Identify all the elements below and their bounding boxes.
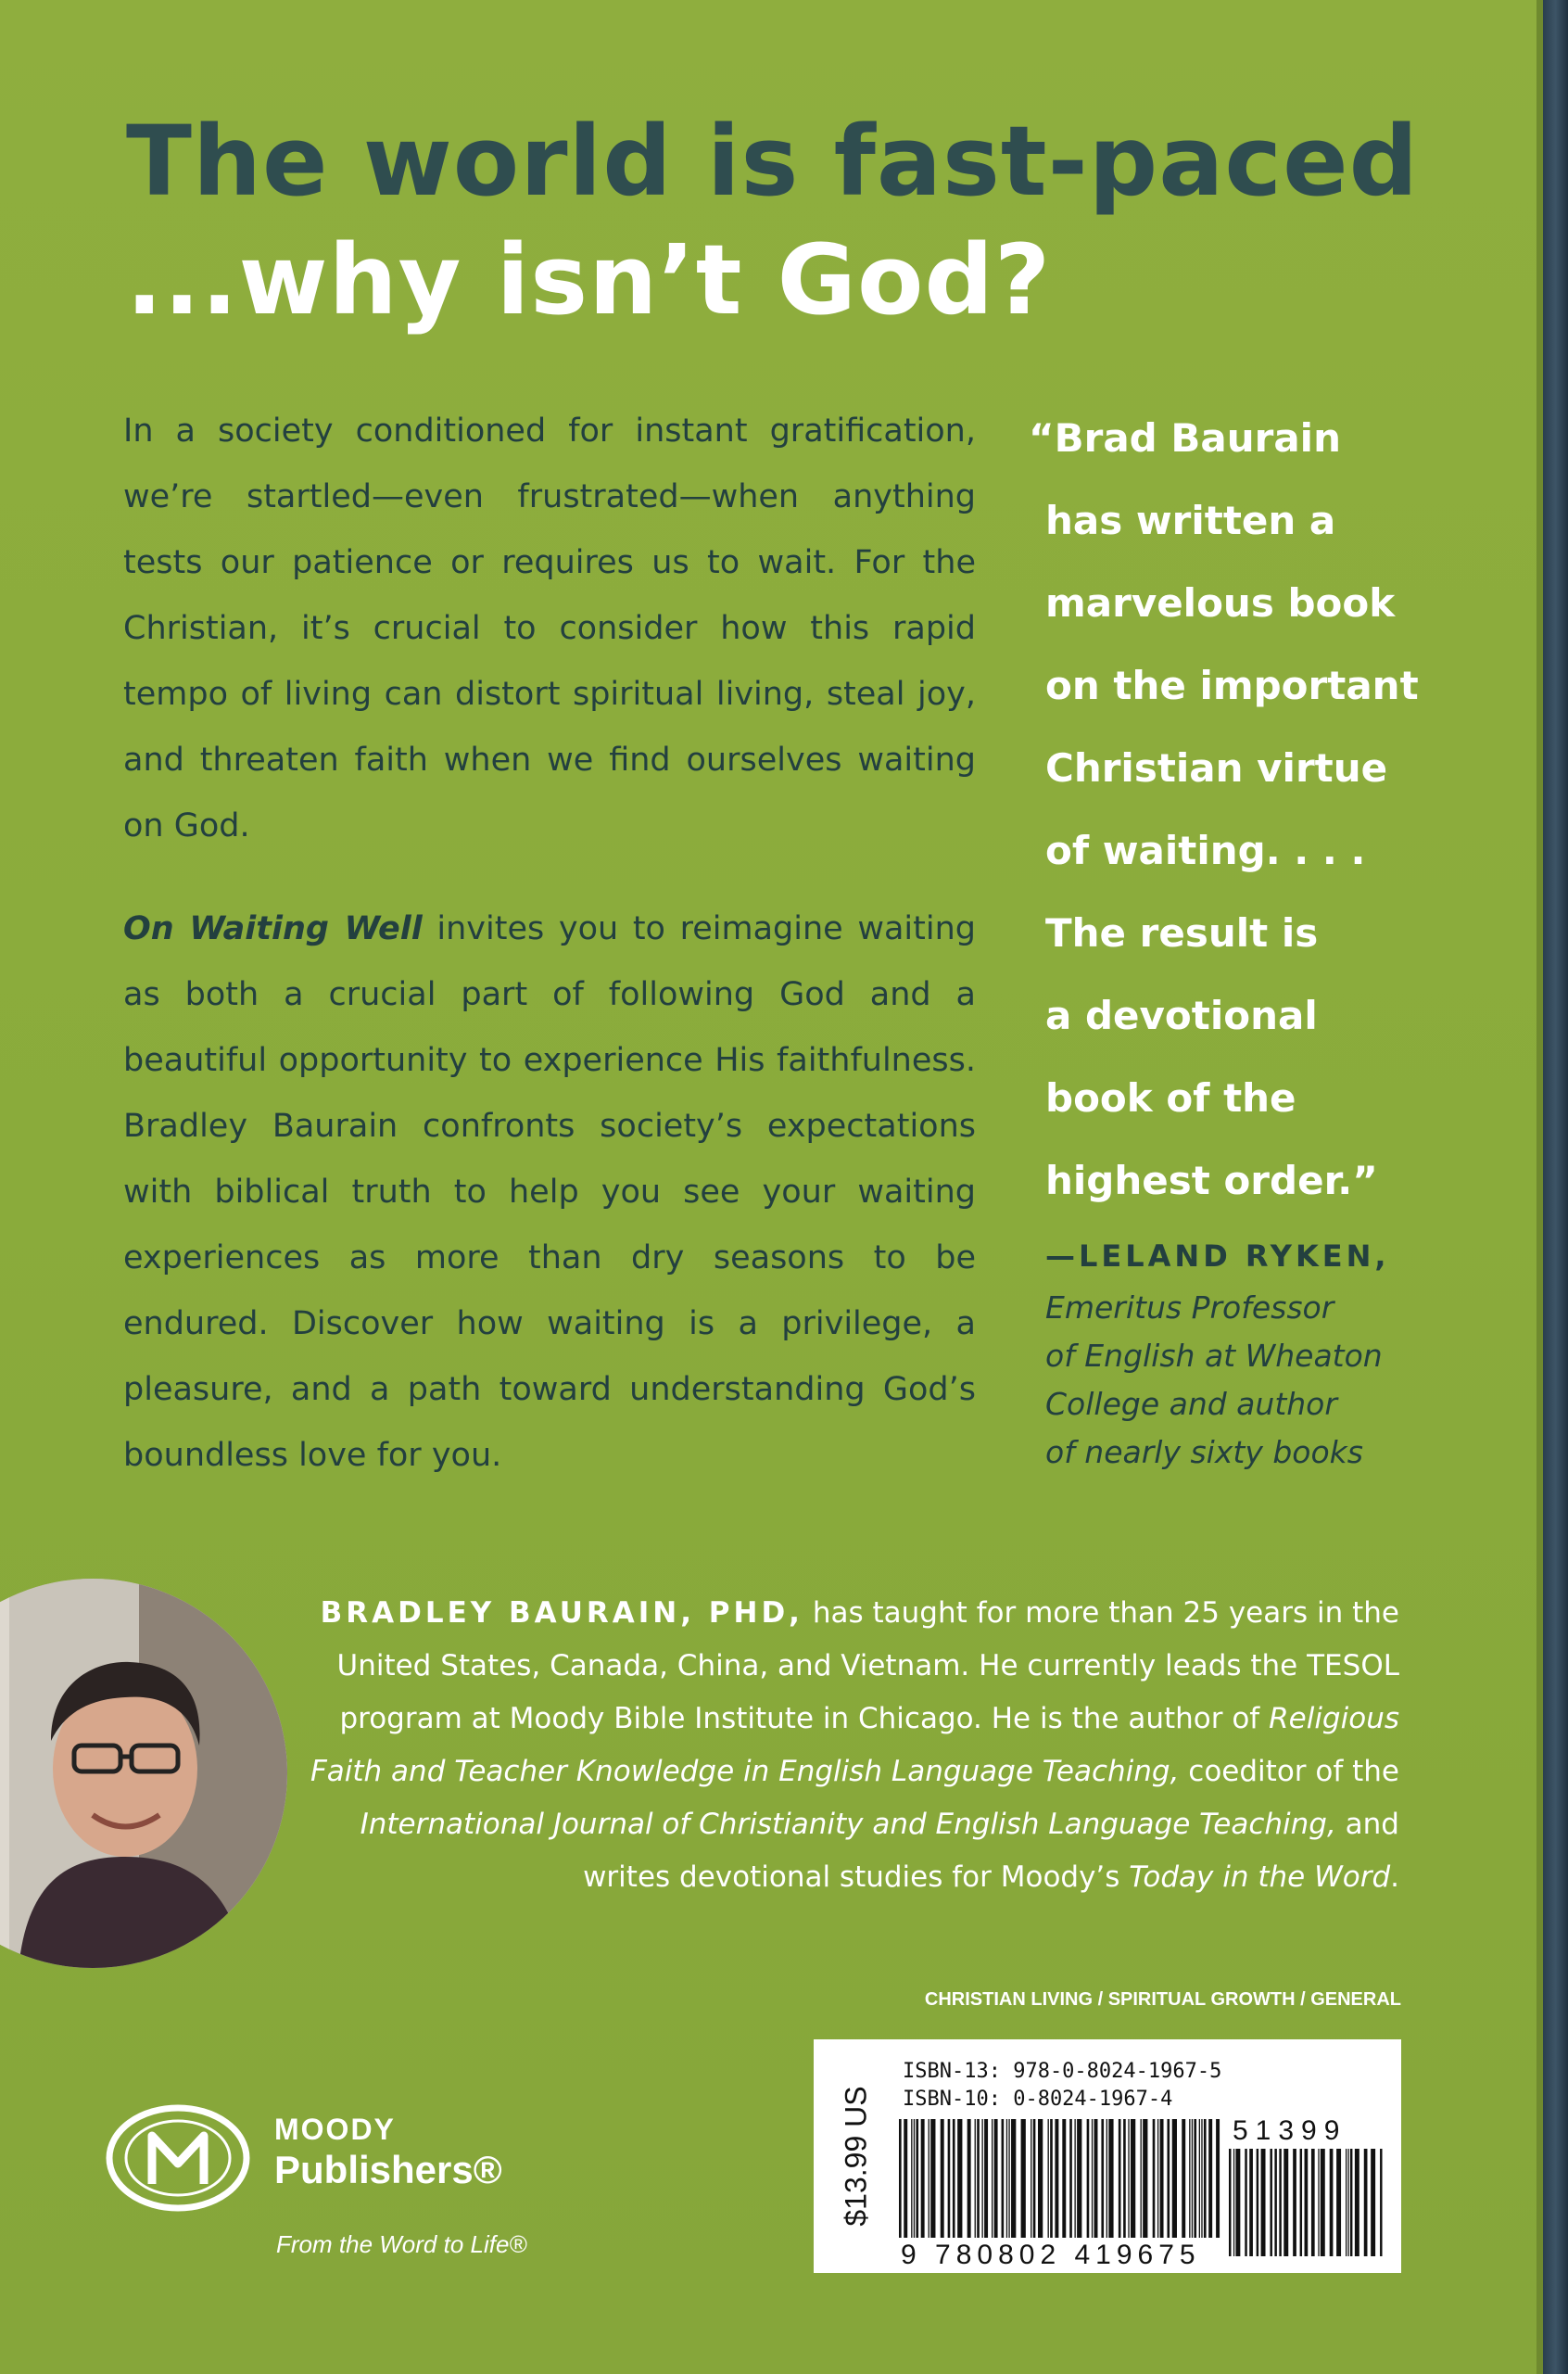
barcode-bar	[1229, 2149, 1231, 2256]
book-spine	[1543, 0, 1568, 2374]
price-text: $13.99 US	[839, 2086, 873, 2227]
publisher-line2: Publishers®	[274, 2148, 502, 2191]
ean-digits: 9 780802 419675	[901, 2240, 1201, 2270]
barcode-bar	[1336, 2149, 1341, 2256]
barcode-bar	[930, 2119, 935, 2238]
barcode-bar	[1204, 2119, 1207, 2238]
publisher-name	[274, 2112, 502, 2193]
barcode-bar	[1008, 2119, 1009, 2238]
barcode-bar	[1108, 2119, 1113, 2238]
author-name: BRADLEY BAURAIN, PHD,	[320, 1596, 803, 1630]
barcode-panel	[814, 2039, 1401, 2273]
barcode-bar	[1143, 2119, 1147, 2238]
barcode-bar	[1279, 2149, 1281, 2256]
endorser-role: College and author	[1045, 1386, 1337, 1422]
barcode-bar	[1021, 2119, 1026, 2238]
isbn-10: ISBN-10: 0-8024-1967-4	[903, 2088, 1173, 2111]
barcode-bar	[1033, 2119, 1036, 2238]
barcode-bar	[1305, 2149, 1309, 2256]
barcode-bar	[1346, 2149, 1347, 2256]
publisher-tagline: From the Word to Life®	[276, 2230, 527, 2258]
author-book-title: Religious Faith and Teacher Knowledge in English Language Teaching,	[310, 1702, 1399, 1788]
barcode-bar	[977, 2119, 980, 2238]
isbn-13: ISBN-13: 978-0-8024-1967-5	[903, 2060, 1222, 2083]
barcode-bar	[1002, 2119, 1005, 2238]
barcode-bar	[1157, 2119, 1158, 2238]
barcode-bar	[1208, 2119, 1212, 2238]
description-paragraph-1: In a society conditioned for instant gratification, we’re startled—even frustrated—when anything tests our patience or requires us to wait. For the Christian, it’s crucial to consider how this rapid tempo of living can distort spiritual living, steal joy, and threaten faith when we find ourselves waiting on God.	[123, 413, 976, 844]
headline-line2: ...why isn’t God?	[126, 223, 1052, 336]
author-bio-text: has taught for more than 25 years in the United States, Canada, China, and Vietnam. He currently leads the TESOL program at Moody Bible Institute in Chicago. He is the author of	[336, 1596, 1399, 1735]
barcode-bar	[1006, 2119, 1007, 2238]
barcode-bar	[1128, 2119, 1129, 2238]
book-title: On Waiting Well	[123, 910, 423, 947]
moody-m-logo-icon	[104, 2102, 252, 2214]
barcode-bar	[1350, 2149, 1352, 2256]
barcode-bar	[1167, 2119, 1170, 2238]
barcode-bar	[1106, 2119, 1107, 2238]
barcode-bar	[1131, 2119, 1135, 2238]
barcode-bar	[953, 2119, 955, 2238]
barcode-bar	[1182, 2119, 1185, 2238]
barcode-bar	[994, 2119, 998, 2238]
barcode-bar	[1380, 2149, 1382, 2256]
barcode-bar	[1300, 2149, 1302, 2256]
barcode-bar	[1321, 2149, 1325, 2256]
barcode-bar	[1330, 2149, 1334, 2256]
barcode-bar	[1038, 2119, 1043, 2238]
quote-line: marvelous book	[1045, 580, 1396, 626]
barcode-bar	[921, 2119, 925, 2238]
barcode-bar	[1199, 2119, 1200, 2238]
barcode-bar	[957, 2119, 962, 2238]
author-journal-title: International Journal of Christianity and English Language Teaching,	[360, 1808, 1336, 1841]
description	[123, 399, 976, 1489]
barcode-bar	[967, 2119, 971, 2238]
barcode-bar	[1092, 2119, 1093, 2238]
barcode-bar	[1141, 2119, 1142, 2238]
quote-line: a devotional	[1045, 993, 1318, 1038]
barcode-bar	[1245, 2149, 1246, 2256]
barcode-bar	[1201, 2119, 1202, 2238]
endorser-role: Emeritus Professor	[1045, 1289, 1334, 1326]
author-publication-title: Today in the Word	[1129, 1860, 1391, 1894]
barcode-bar	[1189, 2119, 1190, 2238]
barcode-bar	[948, 2119, 951, 2238]
barcode-bar	[1347, 2149, 1348, 2256]
barcode-bar	[1194, 2119, 1196, 2238]
endorser-name: —LELAND RYKEN,	[1045, 1238, 1390, 1274]
barcode-bar	[1062, 2119, 1066, 2238]
ean-barcode	[899, 2119, 1223, 2256]
barcode-bar	[916, 2119, 918, 2238]
price-label	[830, 2039, 882, 2273]
publisher-line1: MOODY	[274, 2113, 396, 2146]
price-supplement-barcode	[1229, 2149, 1385, 2256]
quote-line: on the important	[1045, 663, 1419, 708]
barcode-bar	[1274, 2149, 1276, 2256]
barcode-bar	[1261, 2149, 1266, 2256]
endorser-role: of nearly sixty books	[1045, 1434, 1363, 1470]
quote-line: The result is	[1045, 910, 1319, 956]
author-bio-text: and writes devotional studies for Moody’s	[583, 1808, 1399, 1894]
barcode-bar	[1371, 2149, 1375, 2256]
endorser-role: of English at Wheaton	[1045, 1338, 1383, 1374]
barcode-bar	[975, 2119, 976, 2238]
barcode-bar	[1216, 2119, 1220, 2238]
barcode-bar	[1192, 2119, 1193, 2238]
author-portrait-icon	[0, 1579, 287, 1968]
endorsement-attribution	[1045, 1228, 1527, 1477]
quote-line: “Brad Baurain	[1029, 415, 1341, 461]
barcode-bar	[1101, 2119, 1104, 2238]
barcode-bar	[1318, 2149, 1319, 2256]
barcode-bar	[1123, 2119, 1126, 2238]
category-label: CHRISTIAN LIVING / SPIRITUAL GROWTH / GENERAL	[924, 1989, 1401, 2010]
barcode-bar	[1050, 2119, 1053, 2238]
barcode-bar	[1233, 2149, 1234, 2256]
barcode-bar	[904, 2119, 907, 2238]
barcode-bar	[1119, 2119, 1121, 2238]
description-paragraph-2	[123, 896, 976, 1489]
barcode-bar	[1172, 2119, 1177, 2238]
quote-line: Christian virtue	[1045, 745, 1388, 791]
barcode-bar	[981, 2119, 982, 2238]
barcode-bar	[1249, 2149, 1253, 2256]
supplement-digits: 51399	[1233, 2115, 1347, 2146]
barcode-bar	[1074, 2119, 1075, 2238]
barcode-bar	[1293, 2149, 1296, 2256]
quote-line: of waiting. . . .	[1045, 828, 1366, 873]
headline-line1: The world is fast-paced	[126, 105, 1420, 218]
barcode-bar	[1270, 2149, 1271, 2256]
author-bio-text: coeditor of the	[1179, 1755, 1399, 1788]
barcode-bar	[1077, 2119, 1081, 2238]
barcode-bar	[1355, 2149, 1359, 2256]
author-photo	[0, 1579, 287, 1968]
author-bio-text: .	[1390, 1860, 1399, 1894]
barcode-bar	[1055, 2119, 1058, 2238]
barcode-bar	[1048, 2119, 1049, 2238]
barcode-bar	[941, 2119, 944, 2238]
endorsement-quote	[1029, 397, 1511, 1222]
barcode-bar	[1087, 2119, 1090, 2238]
barcode-bar	[911, 2119, 912, 2238]
barcode-bar	[914, 2119, 915, 2238]
barcode-bar	[1283, 2149, 1288, 2256]
barcode-bar	[1011, 2119, 1016, 2238]
barcode-bar	[1364, 2149, 1368, 2256]
description-paragraph-2-text: invites you to reimagine waiting as both a crucial part of following God and a beautiful opportunity to experience His faithfulness. Bradley Baurain confronts society’s expectations with biblical truth to help you see your waiting experiences as more than dry seasons to be endured. Discover how waiting is a privilege, a pleasure, and a path toward understanding God’s boundless love for you.	[123, 910, 976, 1474]
author-bio	[306, 1587, 1399, 1904]
barcode-bar	[1160, 2119, 1164, 2238]
barcode-bar	[1311, 2149, 1315, 2256]
quote-line: has written a	[1045, 498, 1336, 543]
barcode-bar	[899, 2119, 902, 2238]
barcode-bar	[1153, 2119, 1156, 2238]
cover-edge	[1536, 0, 1543, 2374]
barcode-bar	[1235, 2149, 1240, 2256]
quote-line: book of the	[1045, 1075, 1296, 1121]
barcode-bar	[1257, 2149, 1258, 2256]
quote-line: highest order.”	[1045, 1158, 1378, 1203]
barcode-bar	[1094, 2119, 1098, 2238]
barcode-bar	[1069, 2119, 1072, 2238]
barcode-bar	[984, 2119, 988, 2238]
barcode-bar	[992, 2119, 993, 2238]
headline	[126, 102, 1420, 339]
